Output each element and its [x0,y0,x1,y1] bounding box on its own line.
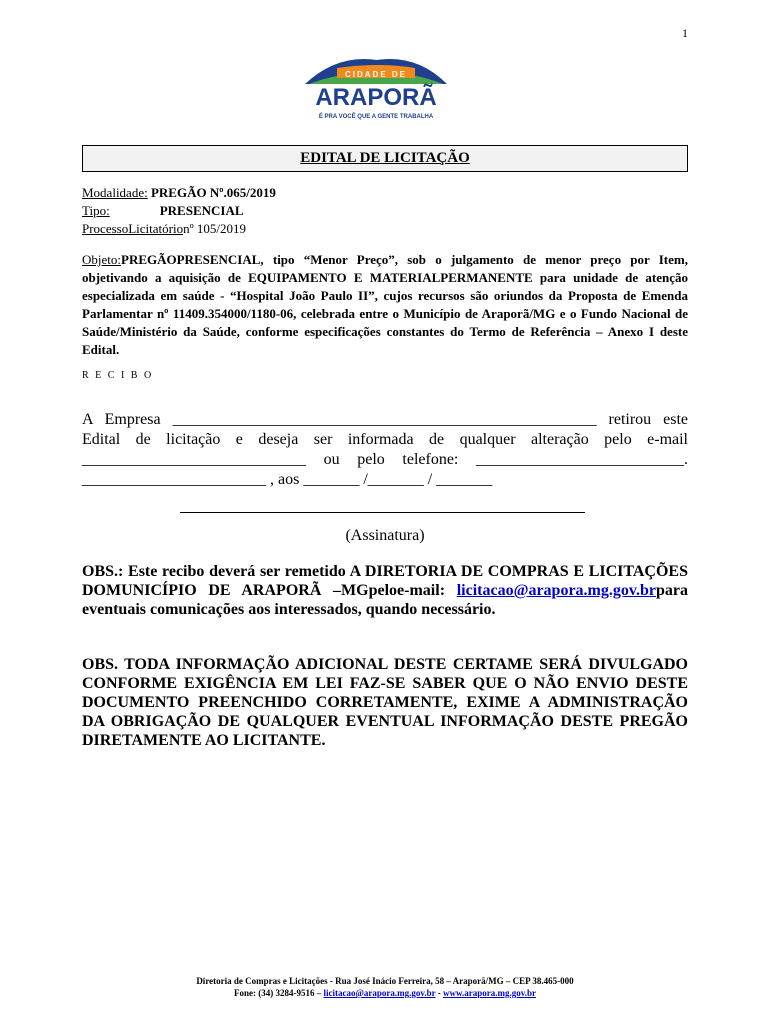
empresa-form-text: A Empresa _____________________________________________________ retirou este Edital de licitação e deseja ser informada de qualquer alteração pelo e-mail ____________________________ ou pelo telefone: __________________________. _______________________ , aos _______ /_______ / _______ [82,411,688,488]
processo-value: nº 105/2019 [183,221,246,236]
footer-sep: - [435,988,443,998]
modalidade-row [82,184,688,202]
footer-contact [82,987,688,999]
objeto-paragraph [82,251,688,359]
obs1-text-before: OBS.: Este recibo deverá ser remetido A DIRETORIA DE COMPRAS E LICITAÇÕES DOMUNICÍPIO DE ARAPORÃ –MGpeloe-mail: [82,563,688,599]
processo-label: ProcessoLicitatório [82,221,184,236]
processo-row [82,220,688,238]
obs-informacao: OBS. TODA INFORMAÇÃO ADICIONAL DESTE CERTAME SERÁ DIVULGADO CONFORME EXIGÊNCIA EM LEI FAZ-SE SABER QUE O NÃO ENVIO DESTE DOCUMENTO PREENCHIDO CORRETAMENTE, EXIME A ADMINISTRAÇÃO DA OBRIGAÇÃO DE QUALQUER EVENTUAL INFORMAÇÃO DESTE PREGÃO DIRETAMENTE AO LICITANTE. [82,656,688,749]
footer-site-link[interactable]: www.arapora.mg.gov.br [442,988,536,998]
svg-text:CIDADE DE: CIDADE DE [344,70,408,79]
tipo-row [82,202,688,220]
signature-line [180,512,585,513]
tipo-value: PRESENCIAL [159,203,244,218]
obs1-email-link[interactable]: licitacao@arapora.mg.gov.br [456,582,656,599]
tipo-label: Tipo: [82,203,110,218]
meta-block [82,184,688,238]
arapora-logo [297,52,455,122]
modalidade-value: PREGÃO Nº.065/2019 [150,185,276,200]
modalidade-label: Modalidade: [82,185,148,200]
svg-text:É PRA VOCÊ QUE A GENTE TRABALH: É PRA VOCÊ QUE A GENTE TRABALHA [318,114,434,120]
obs-recibo [82,562,688,619]
footer [82,975,688,999]
objeto-label: Objeto: [82,252,121,267]
page-number: 1 [682,26,688,40]
footer-phone: Fone: (34) 3284-9516 – [234,988,324,998]
title-box [82,145,688,172]
recibo-label: R E C I B O [82,370,154,381]
footer-email-link[interactable]: licitacao@arapora.mg.gov.br [323,988,436,998]
document-title: EDITAL DE LICITAÇÃO [300,150,470,166]
obs1-text-after: para eventuais comunicações aos interessados, quando necessário. [82,582,688,618]
objeto-text: PREGÃOPRESENCIAL, tipo “Menor Preço”, sob o julgamento de menor preço por Item, objetivando a aquisição de EQUIPAMENTO E MATERIALPERMANENTE para unidade de atenção especializada em saúde - “Hospital João Paulo II”, cujos recursos são oriundos da Proposta de Emenda Parlamentar nº 11409.354000/1180-06, celebrada entre o Município de Araporã/MG e o Fundo Nacional de Saúde/Ministério da Saúde, conforme especificações constantes do Termo de Referência – Anexo I deste Edital. [82,252,688,357]
signature-label: (Assinatura) [345,527,425,544]
svg-text:ARAPORÃ: ARAPORÃ [315,84,437,111]
footer-address: Diretoria de Compras e Licitações - Rua José Inácio Ferreira, 58 – Araporã/MG – CEP 38.465-000 [196,976,574,986]
